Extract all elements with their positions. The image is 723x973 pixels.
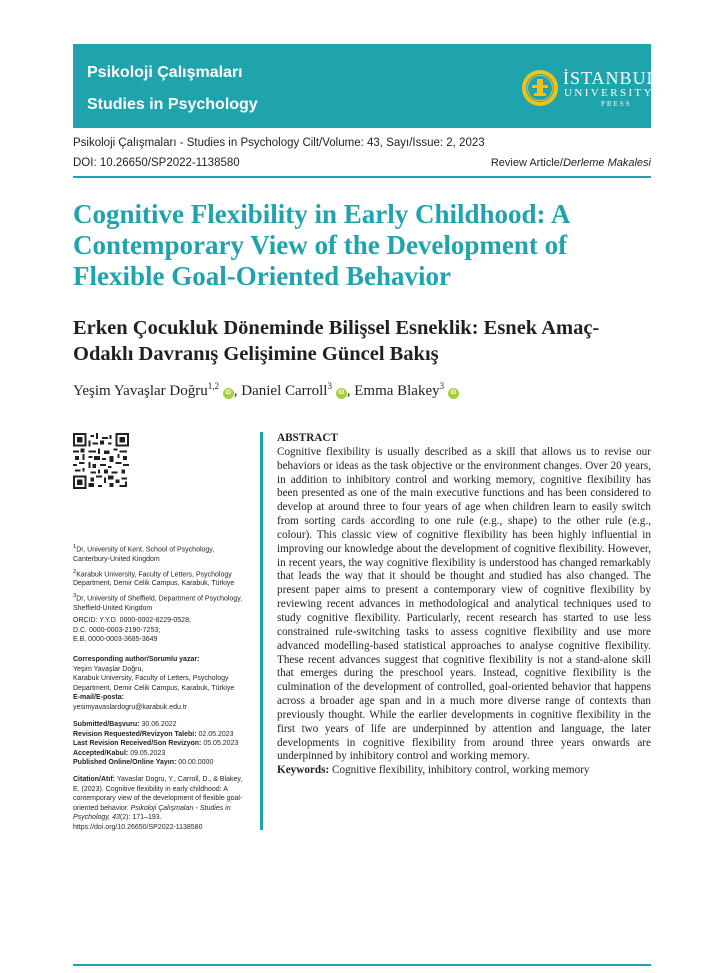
citation-text: Yavaslar Dogru, Y., Carroll, D., & Blakey, E. (2023). Cognitive flexibility in early childhood: A contemporary view of the development of flexible goal-oriented behavior. <box>73 776 243 812</box>
abstract-accent-bar <box>260 432 263 830</box>
orcid-line: E.B. 0000-0003-3685-3649 <box>73 636 158 644</box>
date-label: Revision Requested/Revizyon Talebi: <box>73 730 197 738</box>
affiliation-number: 3 <box>73 593 77 600</box>
date-value: 00.00.0000 <box>178 759 214 767</box>
journal-title-turkish: Psikoloji Çalışmaları <box>87 64 243 81</box>
author-list: Yeşim Yavaşlar Doğru$^{1,2}$ iD , Daniel Carroll$^3$ iD , Emma Blakey$^3$ iD <box>73 381 459 400</box>
date-value: 09.05.2023 <box>130 749 166 757</box>
citation-journal: Psikoloji Çalışmaları - Studies in Psychology, 43 <box>73 804 231 822</box>
affiliation-number: 2 <box>73 568 77 575</box>
affiliation-item <box>73 592 248 614</box>
corresponding-address: Karabuk University, Faculty of Letters, Psychology Department, Demir Celik Campus, Karabuk, Türkiye <box>73 675 235 692</box>
author-affiliation-ref: 3 <box>439 381 445 391</box>
author-affiliation-ref: 3 <box>327 381 332 391</box>
footer-divider <box>73 964 651 966</box>
author-name: Daniel Carroll <box>241 383 328 399</box>
article-type <box>491 157 651 169</box>
doi[interactable]: DOI: 10.26650/SP2022-1138580 <box>73 157 240 169</box>
date-row <box>73 749 248 759</box>
affiliation-item <box>73 543 248 565</box>
orcid-icon[interactable]: iD <box>448 388 459 399</box>
email-label: E-mail/E-posta: <box>73 694 124 702</box>
orcid-list <box>73 616 248 645</box>
abstract-section <box>277 432 651 778</box>
citation-label: Citation/Atıf: <box>73 776 115 783</box>
affiliation-text: Karabuk University, Faculty of Letters, Psychology Department, Demir Celik Campus, Karabuk, Türkiye <box>73 570 235 588</box>
date-row <box>73 758 248 768</box>
header-divider <box>73 176 651 178</box>
citation-pages-doi[interactable]: (2): 171–193. https://doi.org/10.26650/SP2022-1138580 <box>73 814 203 831</box>
abstract-heading: ABSTRACT <box>277 432 338 444</box>
keywords <box>277 764 651 778</box>
affiliation-text: Dr, University of Sheffield, Department of Psychology, Sheffield-United Kingdom <box>73 595 243 612</box>
date-row <box>73 730 248 740</box>
article-subtitle-turkish: Erken Çocukluk Döneminde Bilişsel Esneklik: Esnek Amaç-Odaklı Davranış Gelişimine Güncel Bakış <box>73 317 600 365</box>
author-name: Yeşim Yavaşlar Doğru <box>73 383 208 399</box>
abstract-body: Cognitive flexibility is usually described as a skill that allows us to revise our behaviors or ideas as the task objective or the environment changes. Over 20 years, in addition to inhibitory control and working memory, cognitive flexibility has been presented as one of the main executive functions and has been considered to develop at around three to four years of age when children learn to easily switch from sorting cards according to one rule (e.g., shape) to the other rule (e.g., colour). This classic view of cognitive flexibility has been highly influential in improving our knowledge about the development of cognitive flexibility. However, in recent years, the way cognitive flexibility is understood has changed remarkably that leads the way that it should be thought and studied has also changed. The present paper aims to present a contemporary view of cognitive flexibility by reviewing recent advances in methodological and analytical techniques used to study cognitive flexibility. Particularly, recent research has started to use less constrained rule-switching tasks to assess cognitive flexibility and use more advanced modelling-based statistical approaches to analyse cognitive flexibility. These recent advances suggest that cognitive flexibility is not a stand-alone skill that emerges during the preschool years. Instead, cognitive flexibility is the culmination of the development of controlled, goal-oriented behavior that happens across a broader age span and in a much more diverse range of contexts than previously thought. While the earlier developments in cognitive flexibility in the first two years of life are underpinned by attention and language, the later developments in cognitive flexibility from around three years onwards are underpinned by inhibitory control and working memory. <box>277 445 651 763</box>
orcid-line: ORCID: Y.Y.D. 0000-0002-8229-0528; <box>73 617 191 624</box>
article-type-en: Review Article/ <box>490 157 563 169</box>
university-seal-icon <box>521 69 559 107</box>
date-row <box>73 720 248 730</box>
journal-citation-line: Psikoloji Çalışmaları - Studies in Psychology Cilt/Volume: 43, Sayı/Issue: 2, 2023 <box>73 137 485 149</box>
journal-title-english: Studies in Psychology <box>87 96 258 113</box>
article-type-tr: Derleme Makalesi <box>562 157 651 169</box>
orcid-icon[interactable]: iD <box>336 388 347 399</box>
affiliations <box>73 543 248 614</box>
keywords-text: Cognitive flexibility, inhibitory control, working memory <box>332 764 590 777</box>
date-value: 02.05.2023 <box>198 730 234 738</box>
publisher-subtitle: UNIVERSITY <box>564 87 654 99</box>
keywords-label: Keywords: <box>277 764 330 777</box>
date-value: 30.06.2022 <box>141 721 177 728</box>
corresponding-label: Corresponding author/Sorumlu yazar: <box>73 656 200 663</box>
affiliation-number: 1 <box>73 544 77 550</box>
affiliation-item <box>73 568 248 590</box>
date-value: 05.05.2023 <box>203 740 239 748</box>
qr-code-icon[interactable] <box>73 433 129 489</box>
date-label: Accepted/Kabul: <box>73 749 129 757</box>
date-label: Last Revision Received/Son Revizyon: <box>73 740 202 748</box>
affiliation-text: Dr, University of Kent, School of Psychology, Canterbury-United Kingdom <box>73 546 215 563</box>
date-label: Submitted/Başvuru: <box>73 721 140 728</box>
publisher-name: İSTANBUL <box>563 68 659 88</box>
publisher-logo[interactable] <box>521 66 659 112</box>
citation-block <box>73 775 248 833</box>
corresponding-email[interactable]: yesimyavaslardogru@karabuk.edu.tr <box>73 703 188 711</box>
date-row <box>73 739 248 749</box>
publisher-press: PRESS <box>601 100 632 108</box>
author-affiliation-ref: 1,2 <box>207 381 219 391</box>
author-name: Emma Blakey <box>354 383 440 399</box>
orcid-line: D.C. 0000-0003-2190-7253; <box>73 626 161 634</box>
journal-header-banner <box>73 44 659 128</box>
corresponding-author <box>73 655 248 713</box>
corresponding-name: Yeşim Yavaşlar Doğru, <box>73 665 144 673</box>
article-title: Cognitive Flexibility in Early Childhood: A Contemporary View of the Development of Flexible Goal-Oriented Behavior <box>73 199 569 291</box>
orcid-icon[interactable]: iD <box>223 388 234 399</box>
date-label: Published Online/Online Yayın: <box>73 759 177 767</box>
article-dates <box>73 720 248 768</box>
